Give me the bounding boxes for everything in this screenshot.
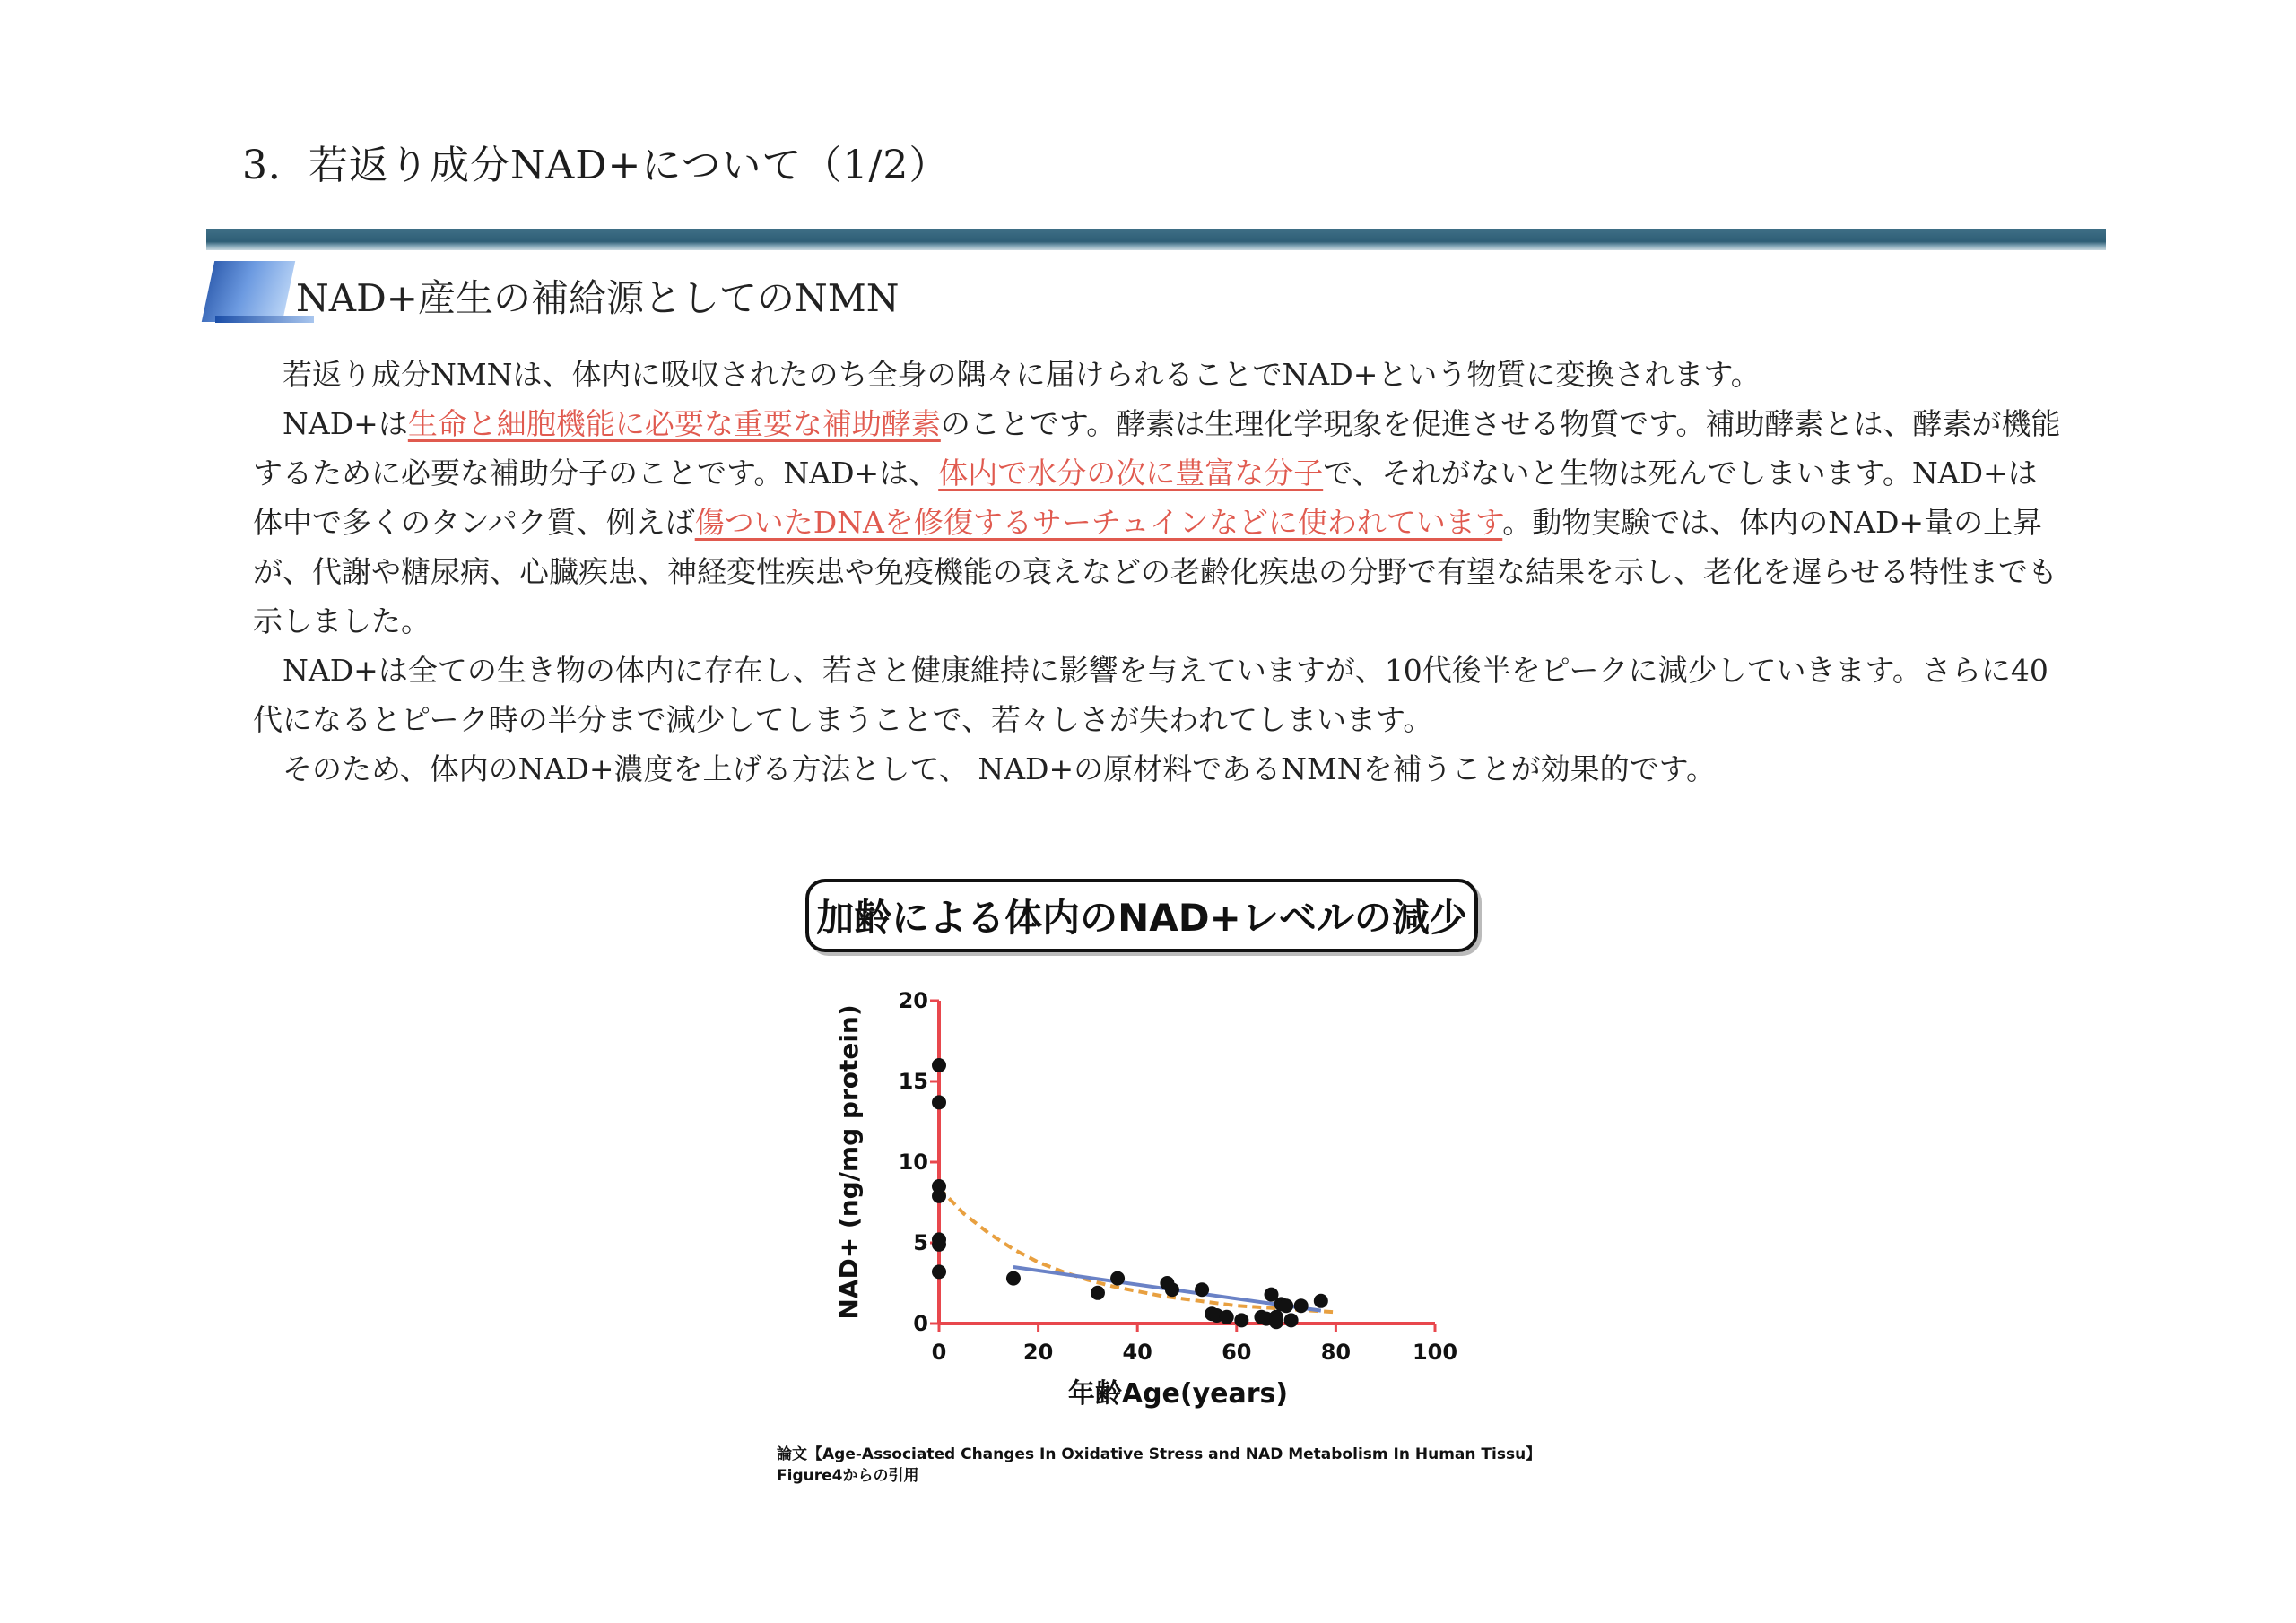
paragraph-1 bbox=[253, 350, 2065, 399]
data-point bbox=[932, 1189, 946, 1203]
data-point bbox=[1195, 1282, 1209, 1297]
y-tick-label: 0 bbox=[913, 1311, 928, 1336]
y-tick-label: 15 bbox=[898, 1069, 928, 1094]
data-point bbox=[1234, 1313, 1248, 1327]
data-point bbox=[1294, 1298, 1309, 1313]
y-tick-label: 10 bbox=[898, 1150, 928, 1175]
highlight-sirtuin: 傷ついたDNAを修復するサーチュインなどに使われています bbox=[694, 505, 1503, 540]
data-point bbox=[1220, 1310, 1234, 1324]
paragraph-1-text: 若返り成分NMNは、体内に吸収されたのち全身の隅々に届けられることでNAD+という物質に変換されます。 bbox=[283, 357, 1761, 392]
data-point bbox=[932, 1237, 946, 1252]
data-point bbox=[1006, 1271, 1021, 1286]
highlight-coenzyme: 生命と細胞機能に必要な重要な補助酵素 bbox=[407, 406, 941, 441]
data-point bbox=[1165, 1282, 1179, 1297]
citation-line-2: Figure4からの引用 bbox=[777, 1467, 919, 1485]
paragraph-2-text-b: のことです。酵素は生理化学現象を促進させる物質です。補助酵素とは、酵素が機能するために必要な補助分子のことです。NAD+は、 bbox=[253, 406, 2061, 490]
y-axis-label: NAD+ (ng/mg protein) bbox=[834, 1004, 864, 1320]
x-axis-label: 年齢Age(years) bbox=[1067, 1378, 1289, 1410]
y-tick-label: 20 bbox=[898, 988, 928, 1013]
section-title: 3．若返り成分NAD+について（1/2） bbox=[242, 143, 950, 188]
paragraph-2-text-c: で、それがないと生物は死んでしまいます。NAD+は体中で多くのタンパク質、例えば bbox=[253, 456, 2038, 540]
data-point bbox=[1314, 1294, 1328, 1308]
data-point bbox=[1110, 1271, 1125, 1286]
data-point bbox=[932, 1058, 946, 1072]
citation bbox=[777, 1444, 1541, 1487]
paragraph-3 bbox=[253, 646, 2065, 744]
paragraph-4-text: そのため、体内のNAD+濃度を上げる方法として、 NAD+の原材料であるNMNを補うことが効果的です。 bbox=[283, 751, 1717, 786]
citation-line-1: 論文【Age-Associated Changes In Oxidative Stress and NAD Metabolism In Human Tissu】 bbox=[777, 1445, 1542, 1463]
paragraph-2 bbox=[253, 399, 2065, 646]
section-divider bbox=[206, 229, 2106, 250]
data-point bbox=[932, 1264, 946, 1279]
data-point bbox=[1269, 1315, 1283, 1329]
heading-decoration bbox=[202, 261, 295, 322]
body-text bbox=[253, 350, 2065, 794]
data-point bbox=[1091, 1286, 1105, 1300]
x-tick-label: 100 bbox=[1412, 1340, 1458, 1365]
x-tick-label: 20 bbox=[1022, 1340, 1054, 1365]
subheading: NAD+産生の補給源としてのNMN bbox=[296, 276, 900, 320]
data-point bbox=[1279, 1298, 1293, 1313]
paragraph-2-text-a: NAD+は bbox=[283, 406, 408, 441]
x-tick-label: 0 bbox=[931, 1340, 947, 1365]
data-point bbox=[1284, 1313, 1299, 1327]
y-tick-label: 5 bbox=[913, 1230, 928, 1255]
paragraph-4 bbox=[253, 744, 2065, 794]
x-tick-label: 80 bbox=[1320, 1340, 1352, 1365]
x-tick-label: 60 bbox=[1222, 1340, 1252, 1365]
highlight-abundant-molecule: 体内で水分の次に豊富な分子 bbox=[938, 456, 1324, 490]
x-tick-label: 40 bbox=[1122, 1340, 1152, 1365]
nad-age-chart bbox=[807, 968, 1489, 1417]
data-point bbox=[932, 1095, 946, 1109]
chart-title: 加齢による体内のNAD+レベルの減少 bbox=[805, 879, 1478, 952]
paragraph-2-text-d: 。動物実験では、体内のNAD+量の上昇が、代謝や糖尿病、心臓疾患、神経変性疾患や免疫機能の衰えなどの老齢化疾患の分野で有望な結果を示し、老化を遅らせる特性までも示しました。 bbox=[253, 505, 2058, 638]
paragraph-3-text: NAD+は全ての生き物の体内に存在し、若さと健康維持に影響を与えていますが、10代後半をピークに減少していきます。さらに40代になるとピーク時の半分まで減少してしまうことで、若々しさが失われてしまいます。 bbox=[253, 653, 2048, 737]
